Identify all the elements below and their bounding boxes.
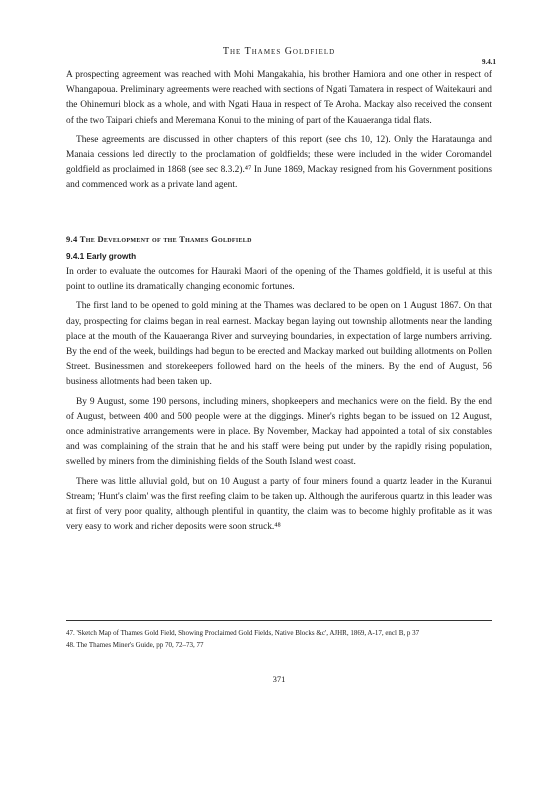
paragraph-main-4: There was little alluvial gold, but on 10 August a party of four miners found a quartz leader in the Kuranui Stream; 'Hunt's claim' was the first reefing claim to be taken up. Although the auriferous quartz in this leader was at first of very poor quality, although plentiful in quantity, the claim was to become highly profitable as it was very easy to work and richer deposits were soon struck.⁴⁸	[66, 476, 492, 533]
page-number: 371	[272, 674, 286, 684]
footnote-rule	[66, 620, 492, 621]
paragraph-main-2: The first land to be opened to gold mining at the Thames was declared to be open on 1 August 1867. On that day, prospecting for claims began in real earnest. Mackay began laying out township allotments near the landing place at the mouth of the Kauaeranga River and surveying boundaries, in expectation of large numbers arriving. By the end of the week, buildings had begun to be erected and Mackay marked out building allotments on Pollen Street. Businessmen and storekeepers followed hard on the heels of the miners. By the end of August, 56 business allotments had been taken up.	[66, 301, 492, 388]
paragraph-main-1: In order to evaluate the outcomes for Hauraki Maori of the opening of the Thames goldfield, it is useful at this point to outline its dramatically changing economic fortunes.	[66, 267, 492, 293]
paragraph-top-1: A prospecting agreement was reached with Mohi Mangakahia, his brother Hamiora and one other in respect of Whangapoua. Preliminary agreements were reached with sections of Ngati Tamatera in respect of Waitekauri and the Ohinemuri block as a whole, and with Ngati Haua in respect of Te Aroha. Mackay also received the consent of the two Taipari chiefs and Meremana Konui to the mining of part of the Kauaeranga tidal flats.	[66, 70, 492, 126]
section-heading: 9.4 The Development of the Thames Goldfield	[66, 233, 252, 244]
running-head: The Thames Goldfield	[222, 46, 336, 57]
section-number: 9.4.1	[482, 58, 496, 66]
footnote-48: 48. The Thames Miner's Guide, pp 70, 72–73, 77	[66, 640, 204, 649]
footnotes	[66, 628, 492, 651]
subsection-heading: 9.4.1 Early growth	[66, 251, 137, 261]
footnote-47: 47. 'Sketch Map of Thames Gold Field, Showing Proclaimed Gold Fields, Native Blocks &c', AJHR, 1869, A-17, encl B, p 37	[66, 629, 420, 637]
paragraph-main-3: By 9 August, some 190 persons, including miners, shopkeepers and mechanics were on the field. By the end of August, between 400 and 500 people were at the diggings. Miner's rights began to be issued on 12 August, once administrative arrangements were in place. By November, Mackay had appointed a total of six constables and was complaining of the strain that he and his staff were being put under by the rapidly rising population, swelled by miners from the diminishing fields of the South Island west coast.	[66, 396, 492, 468]
paragraph-top-2: These agreements are discussed in other chapters of this report (see chs 10, 12). Only the Harataunga and Manaia cessions led directly to the proclamation of goldfields; these were included in the wider Coromandel goldfield as proclaimed in 1868 (see sec 8.3.2).⁴⁷ In June 1869, Mackay resigned from his Government positions and commenced work as a private land agent.	[66, 134, 492, 191]
body-text	[66, 68, 492, 539]
